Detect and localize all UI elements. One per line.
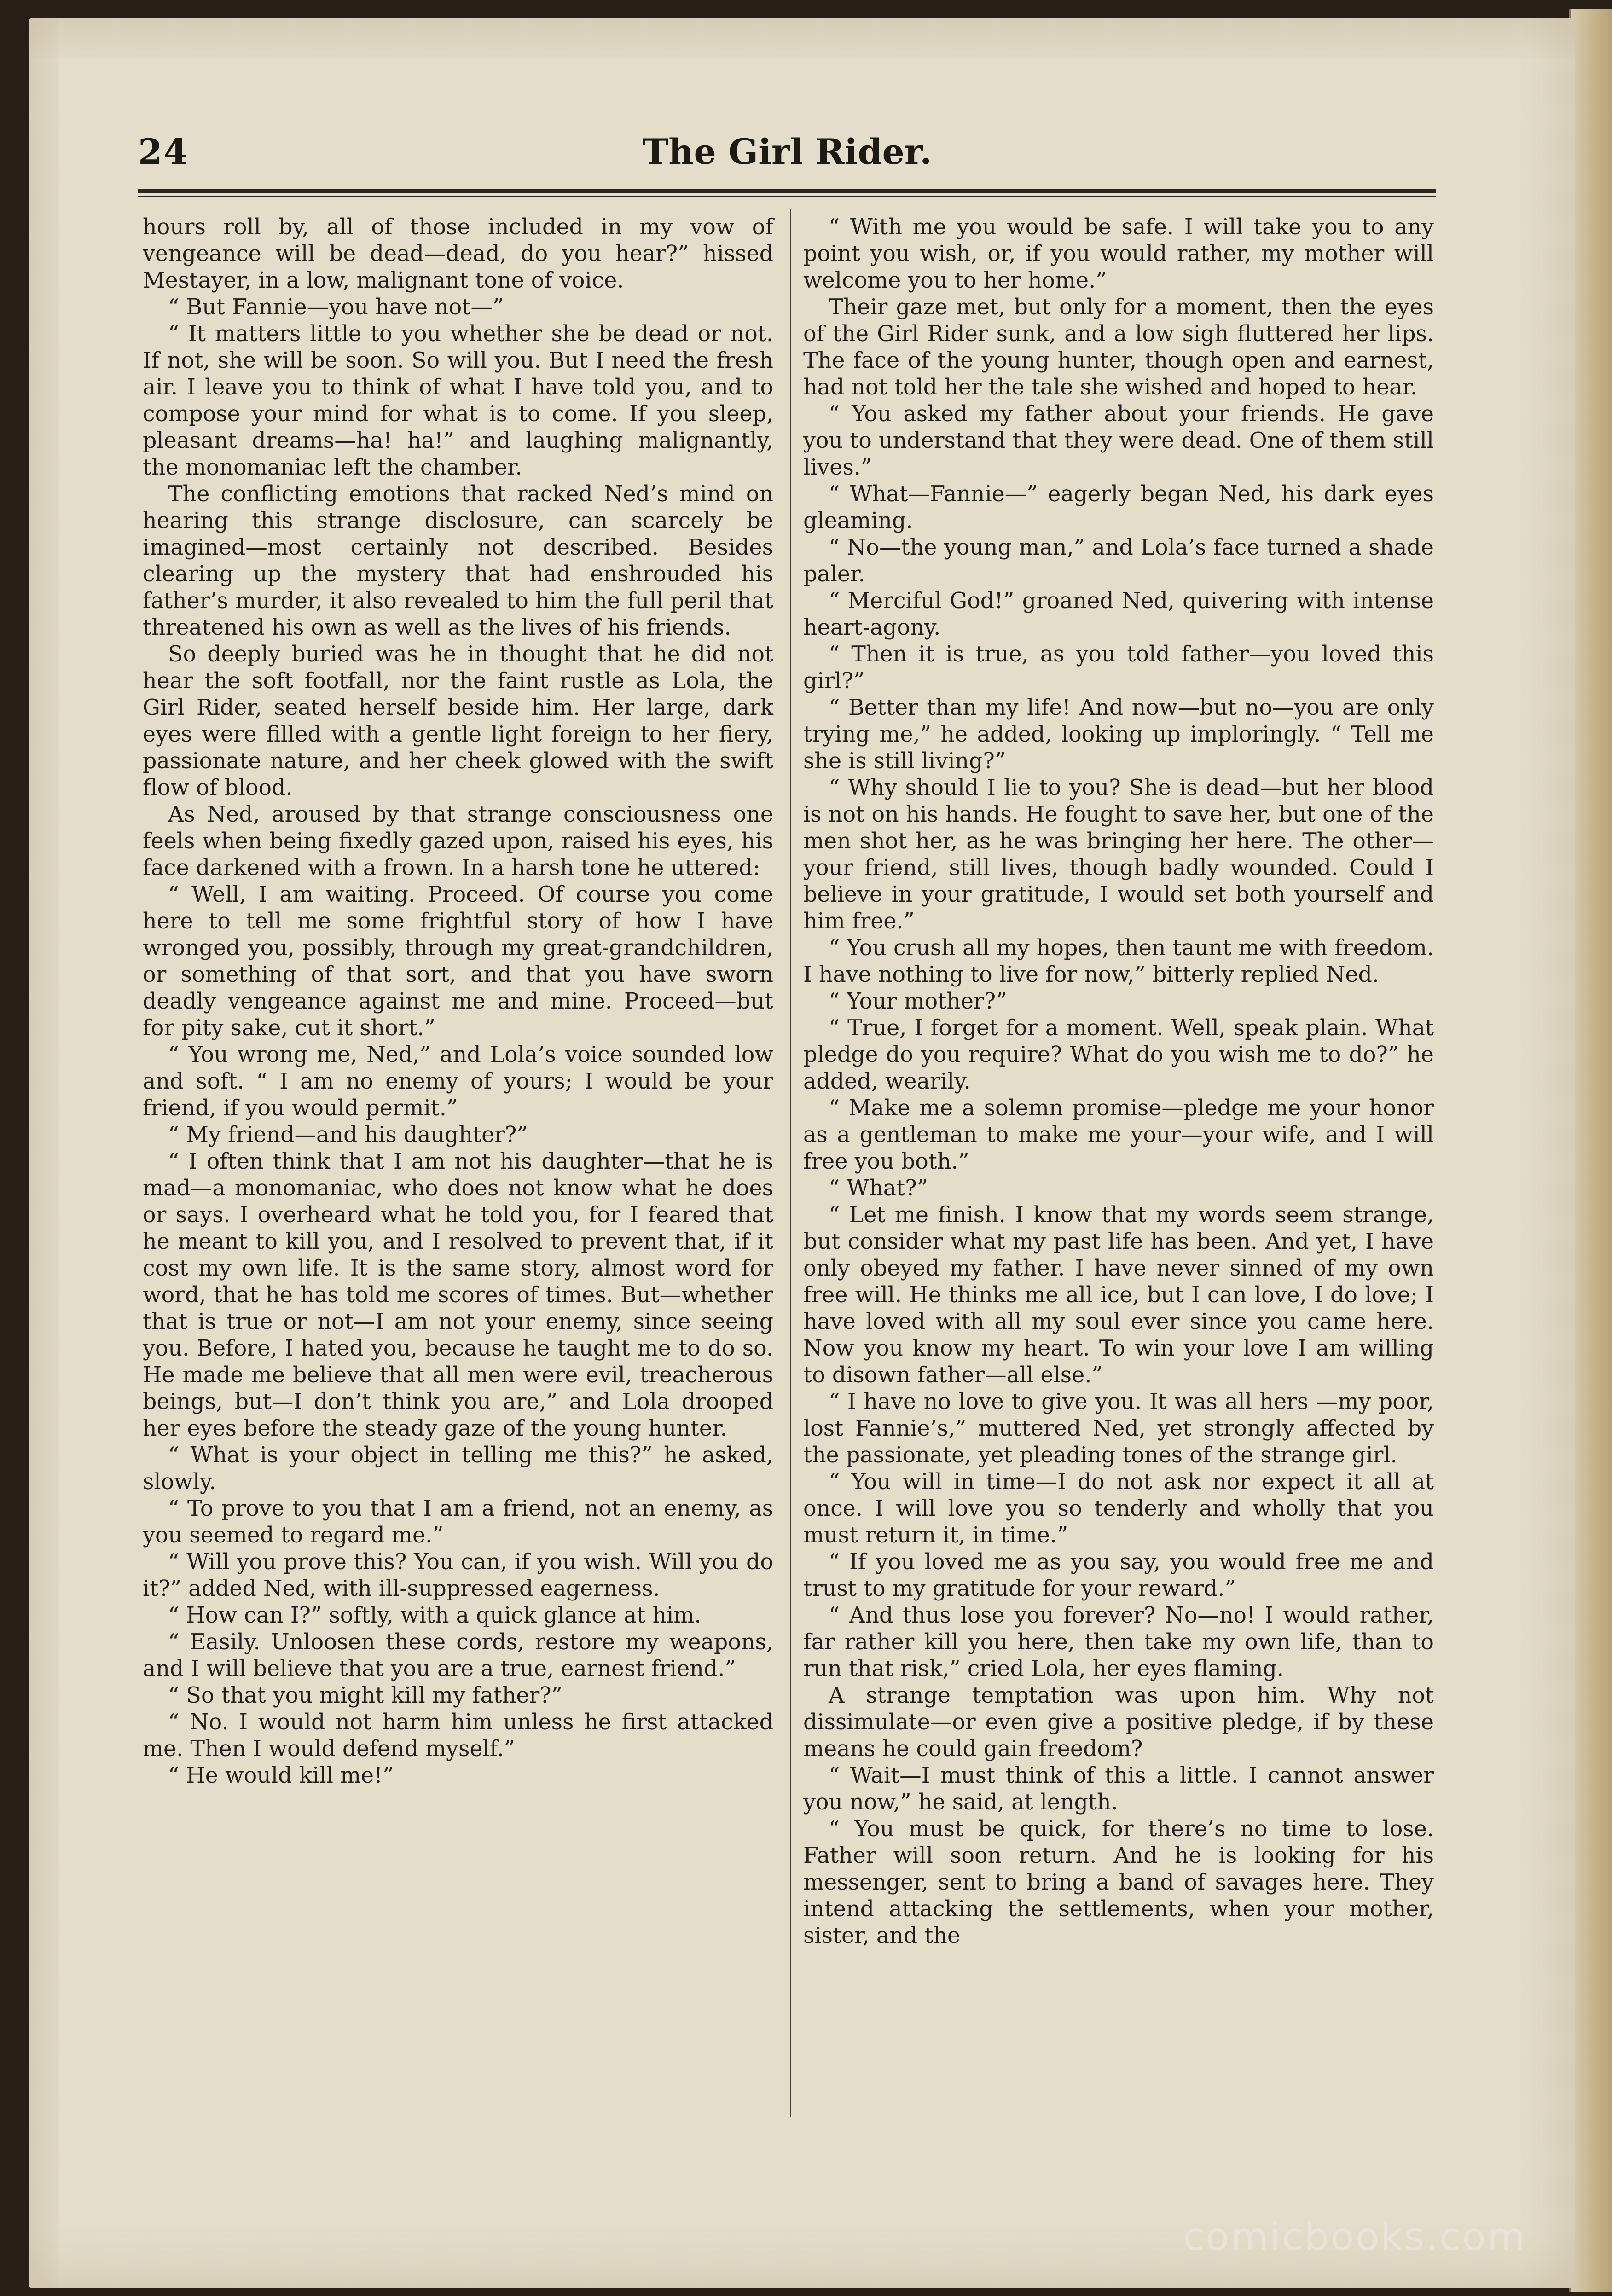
paragraph: “ What?” xyxy=(829,1176,928,1201)
paragraph: “ Then it is true, as you told father—you loved this girl?” xyxy=(803,642,1434,694)
running-title: The Girl Rider. xyxy=(642,131,932,172)
paragraph: “ But Fannie—you have not—” xyxy=(168,295,504,320)
paragraph: “ You crush all my hopes, then taunt me with freedom. I have nothing to live for now,” bitterly replied Ned. xyxy=(803,935,1434,987)
paragraph: “ Wait—I must think of this a little. I cannot answer you now,” he said, at length. xyxy=(803,1763,1434,1815)
paragraph: “ You wrong me, Ned,” and Lola’s voice sounded low and soft. “ I am no enemy of yours; I would be your friend, if you would permit.” xyxy=(143,1042,773,1121)
paragraph: “ How can I?” softly, with a quick glance at him. xyxy=(168,1603,702,1628)
paragraph: The conflicting emotions that racked Ned’s mind on hearing this strange disclosure, can scarcely be imagined—most certainly not described. Besides clearing up the mystery that had enshrouded his father’s murder, it also revealed to him the full peril that threatened his own as well as the lives of his friends. xyxy=(143,481,773,640)
paragraph: Their gaze met, but only for a moment, then the eyes of the Girl Rider sunk, and a low sigh fluttered her lips. The face of the young hunter, though open and earnest, had not told her the tale she wished and hoped to hear. xyxy=(803,295,1434,400)
paragraph: “ No—the young man,” and Lola’s face turned a shade paler. xyxy=(803,535,1434,587)
paragraph: “ You must be quick, for there’s no time to lose. Father will soon return. And he is looking for his messenger, sent to bring a band of savages here. They intend attacking the settlements, when your mother, sister, and the xyxy=(803,1816,1434,1948)
paragraph: “ I often think that I am not his daughter—that he is mad—a monomaniac, who does not know what he does or says. I overheard what he told you, for I feared that he meant to kill you, and I resolved to prevent that, if it cost my own life. It is the same story, almost word for word, that he has told me scores of times. But—whether that is true or not—I am not your enemy, since seeing you. Before, I hated you, because he taught me to do so. He made me believe that all men were evil, treacherous beings, but—I don’t think you are,” and Lola drooped her eyes before the steady gaze of the young hunter. xyxy=(143,1149,773,1441)
paragraph: “ Well, I am waiting. Proceed. Of course you come here to tell me some frightful story of how I have wronged you, possibly, through my great-grandchildren, or something of that sort, and that you have sworn deadly vengeance against me and mine. Proceed—but for pity sake, cut it short.” xyxy=(143,882,773,1041)
paragraph: “ Easily. Unloosen these cords, restore my weapons, and I will believe that you are a true, earnest friend.” xyxy=(143,1629,773,1681)
binding-edge xyxy=(1569,9,1612,2292)
paragraph: “ Merciful God!” groaned Ned, quivering with intense heart-agony. xyxy=(803,588,1434,640)
paragraph: hours roll by, all of those included in my vow of vengeance will be dead—dead, do you hear?” hissed Mestayer, in a low, malignant tone of voice. xyxy=(143,215,773,293)
paragraph: A strange temptation was upon him. Why not dissimulate—or even give a positive pledge, if by these means he could gain freedom? xyxy=(803,1683,1434,1762)
header-rule-thin xyxy=(138,196,1436,197)
paragraph: “ If you loved me as you say, you would free me and trust to my gratitude for your reward.” xyxy=(803,1549,1434,1601)
paragraph: “ Make me a solemn promise—pledge me your honor as a gentleman to make me your—your wife, and I will free you both.” xyxy=(803,1096,1434,1174)
paragraph: “ Will you prove this? You can, if you wish. Will you do it?” added Ned, with ill-suppressed eagerness. xyxy=(143,1549,773,1601)
watermark: comicbooks.com xyxy=(1183,2214,1526,2259)
right-column xyxy=(803,214,1434,1949)
paragraph: “ Better than my life! And now—but no—you are only trying me,” he added, looking up imploringly. “ Tell me she is still living?” xyxy=(803,695,1434,774)
paragraph: “ Why should I lie to you? She is dead—but her blood is not on his hands. He fought to save her, but one of the men shot her, as he was bringing her here. The other—your friend, still lives, though badly wounded. Could I believe in your gratitude, I would set both yourself and him free.” xyxy=(803,775,1434,934)
left-column xyxy=(143,214,773,1789)
paragraph: “ True, I forget for a moment. Well, speak plain. What pledge do you require? What do you wish me to do?” he added, wearily. xyxy=(803,1015,1434,1094)
paragraph: “ What is your object in telling me this?” he asked, slowly. xyxy=(143,1443,773,1495)
paragraph: “ Let me finish. I know that my words seem strange, but consider what my past life has been. And yet, I have only obeyed my father. I have never sinned of my own free will. He thinks me all ice, but I can love, I do love; I have loved with all my soul ever since you came here. Now you know my heart. To win your love I am willing to disown father—all else.” xyxy=(803,1202,1434,1388)
paragraph: “ You will in time—I do not ask nor expect it all at once. I will love you so tenderly and wholly that you must return it, in time.” xyxy=(803,1469,1434,1548)
paragraph: “ Your mother?” xyxy=(829,989,1007,1014)
header-rule xyxy=(138,189,1436,193)
page-number: 24 xyxy=(138,131,189,172)
paragraph: “ With me you would be safe. I will take you to any point you wish, or, if you would rather, my mother will welcome you to her home.” xyxy=(803,215,1434,293)
paragraph: “ And thus lose you forever? No—no! I would rather, far rather kill you here, then take my own life, than to run that risk,” cried Lola, her eyes flaming. xyxy=(803,1603,1434,1681)
column-divider xyxy=(790,209,791,2117)
paragraph: “ So that you might kill my father?” xyxy=(168,1683,562,1708)
paragraph: So deeply buried was he in thought that he did not hear the soft footfall, nor the faint rustle as Lola, the Girl Rider, seated herself beside him. Her large, dark eyes were filled with a gentle light foreign to her fiery, passionate nature, and her cheek glowed with the swift flow of blood. xyxy=(143,642,773,800)
paragraph: As Ned, aroused by that strange consciousness one feels when being fixedly gazed upon, raised his eyes, his face darkened with a frown. In a harsh tone he uttered: xyxy=(143,802,773,881)
paragraph: “ To prove to you that I am a friend, not an enemy, as you seemed to regard me.” xyxy=(143,1496,773,1548)
paragraph: “ What—Fannie—” eagerly began Ned, his dark eyes gleaming. xyxy=(803,481,1434,533)
paragraph: “ No. I would not harm him unless he first attacked me. Then I would defend myself.” xyxy=(143,1710,773,1762)
paragraph: “ I have no love to give you. It was all hers —my poor, lost Fannie’s,” muttered Ned, yet strongly affected by the passionate, yet pleading tones of the strange girl. xyxy=(803,1389,1434,1468)
paragraph: “ It matters little to you whether she be dead or not. If not, she will be soon. So will you. But I need the fresh air. I leave you to think of what I have told you, and to compose your mind for what is to come. If you sleep, pleasant dreams—ha! ha!” and laughing malignantly, the monomaniac left the chamber. xyxy=(143,321,773,480)
paragraph: “ My friend—and his daughter?” xyxy=(168,1122,528,1148)
paragraph: “ You asked my father about your friends. He gave you to understand that they were dead. One of them still lives.” xyxy=(803,401,1434,480)
paragraph: “ He would kill me!” xyxy=(168,1763,394,1788)
